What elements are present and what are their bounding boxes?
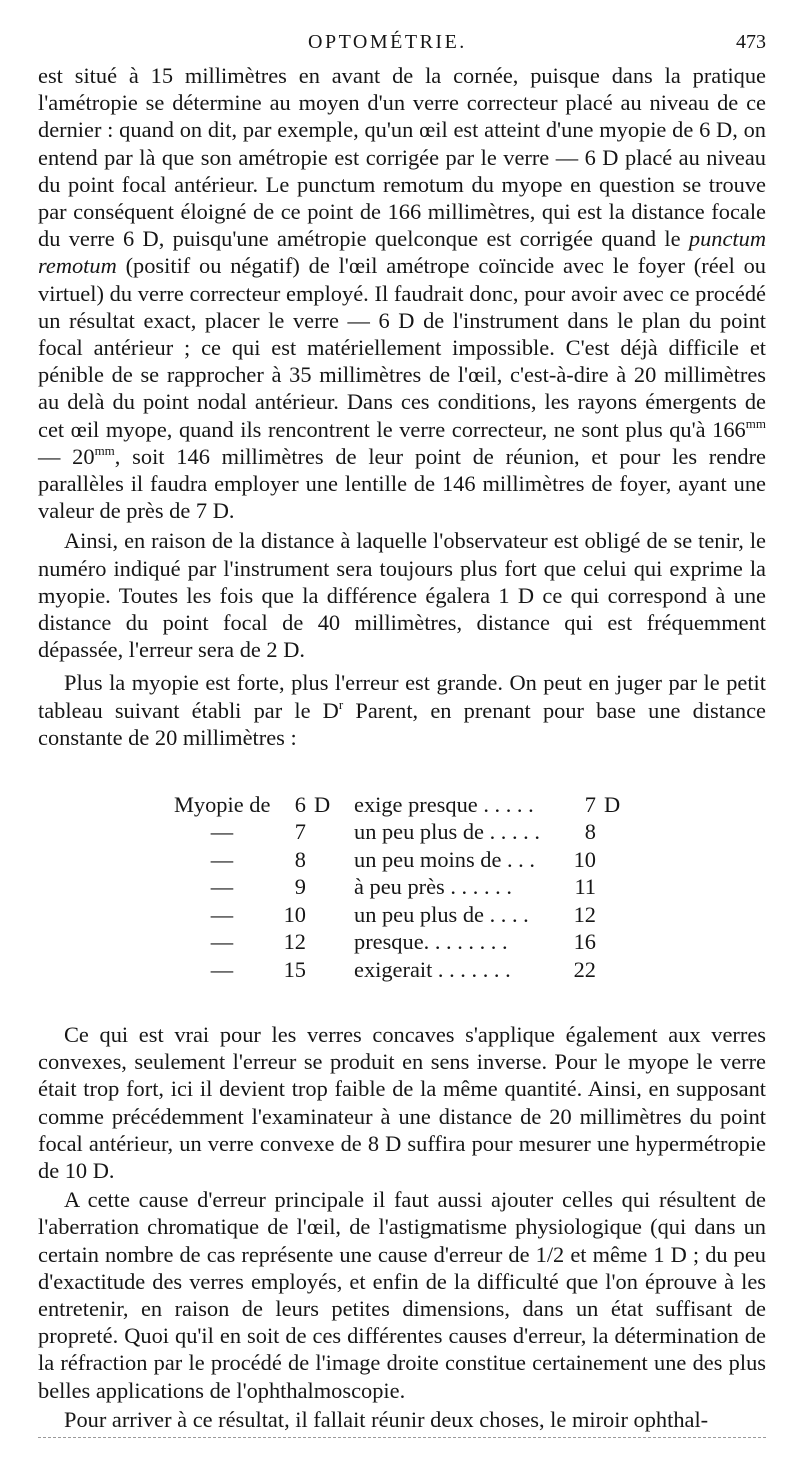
table-cell-value: 12 bbox=[283, 929, 306, 955]
table-cell-phrase: à peu près . . . . . . bbox=[354, 874, 512, 900]
running-title: OPTOMÉTRIE. bbox=[308, 31, 467, 53]
paragraph-1 bbox=[38, 62, 766, 524]
table-cell-result: 7 bbox=[584, 792, 596, 818]
table-cell-value: 6 bbox=[294, 792, 306, 818]
table-cell-result-unit bbox=[596, 873, 628, 900]
paragraph-6: Pour arriver à ce résultat, il fallait réunir deux choses, le miroir ophthal- bbox=[64, 1406, 709, 1432]
table-cell-phrase: presque. . . . . . . . bbox=[354, 929, 508, 955]
table-cell-result-unit bbox=[596, 901, 628, 928]
superscript-mm-2: mm bbox=[94, 442, 115, 458]
table-cell-result: 10 bbox=[573, 846, 596, 872]
paragraph-1-text-end: (positif ou négatif) de l'œil amétrope coïncide avec le foyer (réel ou virtuel) du verre correcteur employé. Il faudrait donc, pour avoir avec ce procédé un résultat exact, placer le verre — 6 D de l'instrument dans le plan du point focal antérieur ; ce qui est matériellement impossible. C'est déjà difficile et pénible de se rapprocher à 35 millimètres de l'œil, c'est-à-dire à 20 millimètres au delà du point nodal antérieur. Dans ces conditions, les rayons émergents de cet œil myope, quand ils rencontrent le verre correcteur, ne sont plus qu'à 166 bbox=[38, 253, 766, 442]
page-header bbox=[38, 0, 766, 60]
table-cell-unit bbox=[306, 818, 354, 845]
table-cell-result: 11 bbox=[574, 874, 596, 900]
myopia-error-table bbox=[174, 791, 766, 983]
table-cell-unit bbox=[306, 901, 354, 928]
table-cell-result: 12 bbox=[573, 901, 596, 927]
table-cell-label: — bbox=[210, 929, 234, 955]
table-cell-unit bbox=[306, 873, 354, 900]
paragraph-1-italic: punctum remotum bbox=[38, 226, 766, 279]
table-cell-label: — bbox=[210, 956, 234, 982]
table-cell-result-unit bbox=[596, 928, 628, 955]
table-cell-result: 16 bbox=[573, 929, 596, 955]
table-cell-value: 10 bbox=[283, 901, 306, 927]
superscript-r: r bbox=[338, 696, 344, 712]
table-cell-label: Myopie de bbox=[174, 792, 271, 818]
table-cell-unit bbox=[306, 846, 354, 873]
table-cell-label: — bbox=[210, 819, 234, 845]
table-cell-value: 9 bbox=[294, 874, 306, 900]
table-cell-value: 15 bbox=[283, 956, 306, 982]
paragraph-1-dash: — 20 bbox=[38, 443, 95, 469]
table-cell-result-unit: D bbox=[604, 792, 621, 818]
table-cell-phrase: un peu plus de . . . . bbox=[354, 901, 529, 927]
table-cell-phrase: exige presque . . . . . bbox=[354, 792, 534, 818]
table-cell-result: 22 bbox=[573, 956, 596, 982]
table-cell-unit bbox=[306, 956, 354, 983]
paragraph-3-text-end: Parent, en prenant pour base une distance constante de 20 millimètres : bbox=[38, 697, 766, 750]
table-cell-result: 8 bbox=[584, 819, 596, 845]
page-number: 473 bbox=[736, 31, 766, 53]
table-cell-label: — bbox=[210, 901, 234, 927]
table-cell-result-unit bbox=[596, 956, 628, 983]
paragraph-1-text: est situé à 15 millimètres en avant de la cornée, puisque dans la pratique l'amétropie se détermine au moyen d'un verre correcteur placé au niveau de ce dernier : quand on dit, par exemple, qu'un œil est atteint d'une myopie de 6 D, on entend par là que son amétropie est corrigée par le verre — 6 D placé au niveau du point focal antérieur. Le punctum remotum du myope en question se trouve par conséquent éloigné de ce point de 166 millimètres, qui est la distance focale du verre 6 D, puisqu'une amétropie quelconque est corrigée quand le bbox=[38, 63, 766, 252]
table-row bbox=[174, 818, 766, 845]
table-row bbox=[174, 901, 766, 928]
paragraph-4: Ce qui est vrai pour les verres concaves s'applique également aux verres convexes, seulement l'erreur se produit en sens inverse. Pour le myope le verre était trop fort, ici il devient trop faible de la même quantité. Ainsi, en supposant comme précédemment l'examinateur à une distance de 20 millimètres du point focal antérieur, un verre convexe de 8 D suffira pour mesurer une hypermétropie de 10 D. bbox=[38, 1021, 766, 1183]
paragraph-2: Ainsi, en raison de la distance à laquelle l'observateur est obligé de se tenir, le numéro indiqué par l'instrument sera toujours plus fort que celui qui exprime la myopie. Toutes les fois que la différence égalera 1 D ce qui correspond à une distance du point focal de 40 millimètres, distance qui est fréquemment dépassée, l'erreur sera de 2 D. bbox=[38, 528, 766, 663]
table-row bbox=[174, 928, 766, 955]
table-cell-result-unit bbox=[596, 818, 628, 845]
table-cell-phrase: un peu plus de . . . . . bbox=[354, 819, 540, 845]
paragraph-1-tail: , soit 146 millimètres de leur point de réunion, et pour les rendre parallèles il faudra employer une lentille de 146 millimètres de foyer, ayant une valeur de près de 7 D. bbox=[38, 443, 766, 524]
table-cell-value: 8 bbox=[294, 846, 306, 872]
footer-rule bbox=[38, 1437, 766, 1438]
table-cell-unit: D bbox=[314, 792, 331, 818]
paragraph-3-text: Plus la myopie est forte, plus l'erreur est grande. On peut en juger par le petit tableau suivant établi par le D bbox=[38, 670, 766, 723]
table-row bbox=[174, 846, 766, 873]
table-row bbox=[174, 873, 766, 900]
table-cell-label: — bbox=[210, 874, 234, 900]
superscript-mm-1: mm bbox=[745, 415, 766, 431]
table-cell-value: 7 bbox=[294, 819, 306, 845]
paragraph-5: A cette cause d'erreur principale il faut aussi ajouter celles qui résultent de l'aberration chromatique de l'œil, de l'astigmatisme physiologique (qui dans un certain nombre de cas représente une cause d'erreur de 1/2 et même 1 D ; du peu d'exactitude des verres employés, et enfin de la difficulté que l'on éprouve à les entretenir, en raison de leurs petites dimensions, dans un état suffisant de propreté. Quoi qu'il en soit de ces différentes causes d'erreur, la détermination de la réfraction par le procédé de l'image droite constitue certainement une des plus belles applications de l'ophthalmoscopie. bbox=[38, 1187, 766, 1403]
table-cell-phrase: exigerait . . . . . . . bbox=[354, 956, 511, 982]
table-cell-label: — bbox=[210, 846, 234, 872]
document-page bbox=[38, 0, 766, 1433]
table-cell-unit bbox=[306, 928, 354, 955]
paragraph-3 bbox=[38, 669, 766, 751]
table-cell-result-unit bbox=[596, 846, 628, 873]
table-row bbox=[174, 956, 766, 983]
table-row bbox=[174, 791, 766, 818]
table-cell-phrase: un peu moins de . . . bbox=[354, 846, 535, 872]
